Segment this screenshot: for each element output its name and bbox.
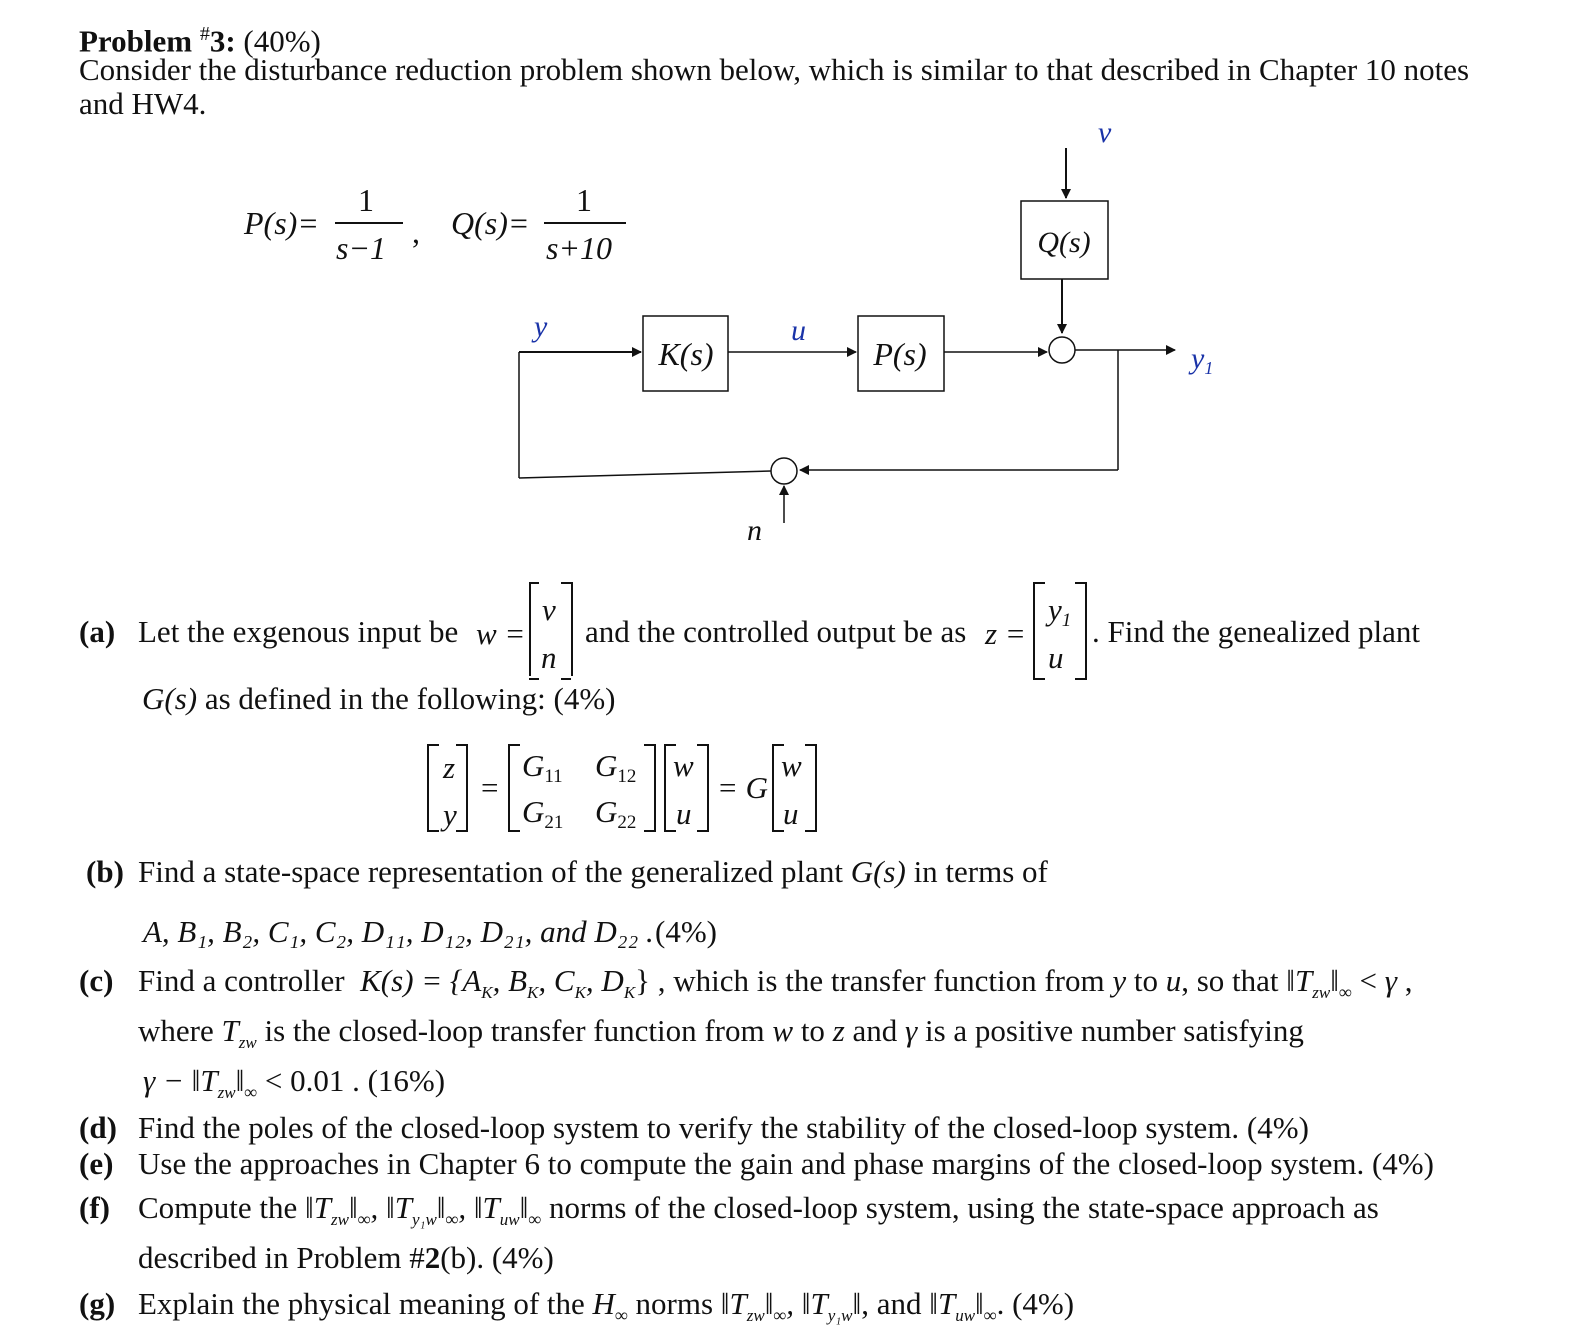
block-diagram	[0, 0, 1570, 560]
g12-base: G	[595, 748, 618, 783]
part-f-text2: norms of the closed-loop system, using the state-space approach as	[548, 1190, 1379, 1225]
part-f-line2-a: described in Problem #	[138, 1240, 425, 1275]
g21	[522, 794, 563, 841]
output-sum-junction	[1049, 337, 1075, 363]
problem-label: Problem	[79, 23, 200, 59]
g11	[522, 748, 563, 795]
q-lhs: Q(s)=	[451, 205, 530, 241]
eq-vec-w: w	[673, 748, 694, 783]
part-f-text1: Compute the	[138, 1190, 298, 1225]
part-c-line2-b: is the closed-loop transfer function from	[264, 1013, 765, 1048]
part-b-list: A, B₁, B₂, C₁, C₂, D₁₁, D₁₂, D₂₁, and D₂₂ .	[143, 914, 654, 949]
part-g-line: Explain the physical meaning of the $H_\infty$ norms $‖T_{zw}‖_\infty$, $‖T_{y_1w}‖$, and $‖T_{uw}‖_\infty$. (4%)	[138, 1286, 1075, 1325]
z-vector-bracket-left	[1033, 582, 1045, 680]
q-block-label: Q(s)	[1037, 226, 1091, 259]
eq-z: z	[443, 750, 456, 785]
part-a-text1: Let the exgenous input be	[138, 614, 459, 649]
eq-vec-u: u	[676, 796, 692, 831]
eq-lhs-bracket-left	[427, 744, 439, 832]
part-b-text1: Find a state-space representation of the generalized plant	[138, 854, 843, 889]
w-vector-bottom: n	[541, 640, 557, 675]
p-block-label: P(s)	[873, 336, 927, 372]
g-matrix-bracket-left	[508, 744, 520, 832]
intro-line-1: Consider the disturbance reduction problem shown below, which is similar to that described in Chapter 10 notes	[79, 52, 1470, 87]
part-c-text2: , which is the transfer function from	[657, 963, 1105, 998]
part-d-label: (d)	[79, 1110, 117, 1145]
problem-number: 3:	[209, 23, 236, 59]
v-label: v	[1098, 116, 1112, 149]
part-e-label: (e)	[79, 1146, 114, 1181]
w-vector-top: v	[542, 592, 556, 627]
g21-sub: 21	[544, 812, 564, 833]
part-c-line2-c: to	[800, 1013, 825, 1048]
eq-sign: =	[481, 770, 499, 805]
part-c-text1: Find a controller	[138, 963, 345, 998]
part-f-line1: Compute the $‖T_{zw}‖_\infty$, $‖T_{y_1w}‖_\infty$, $‖T_{uw}‖_\infty$ norms of the closed-loop system, using the state-space approach as	[138, 1190, 1379, 1229]
g12	[595, 748, 636, 795]
eq-y: y	[443, 797, 457, 832]
g12-sub: 12	[617, 766, 637, 787]
part-f-line2	[138, 1240, 554, 1276]
wu2-vector-bracket-right	[805, 744, 817, 832]
problem-hash: #	[199, 23, 210, 45]
z-vector-top-sub: 1	[1061, 610, 1072, 631]
part-c-line2-d: and	[852, 1013, 898, 1048]
part-g-label: (g)	[79, 1286, 116, 1321]
part-b-line1	[138, 854, 1048, 890]
part-c-line2-a: where	[138, 1013, 214, 1048]
p-lhs: P(s)=	[244, 205, 319, 241]
part-c-label: (c)	[79, 963, 114, 998]
u-label: u	[791, 314, 806, 347]
noise-sum-junction	[771, 458, 797, 484]
part-f-label: (f)	[79, 1190, 110, 1225]
z-vector-top	[1048, 592, 1071, 639]
eq-equals-g: = G	[717, 770, 769, 805]
intro-line-2: and HW4.	[79, 86, 207, 121]
eq-vec2-u: u	[783, 796, 799, 831]
p-numerator: 1	[358, 182, 374, 218]
part-a-g: G(s)	[142, 681, 198, 716]
part-c-line3-text: < 0.01 .	[264, 1063, 360, 1098]
part-a-line2-text: as defined in the following: (4%)	[204, 681, 616, 716]
w-vector-bracket-right	[561, 582, 571, 680]
w-vector-bracket-left	[529, 582, 539, 680]
g22-sub: 22	[617, 812, 637, 833]
part-a-text3: . Find the genealized plant	[1092, 614, 1420, 649]
n-label: n	[747, 514, 762, 547]
part-a-w-eq: w =	[476, 616, 526, 651]
p-denominator: s−1	[336, 230, 387, 266]
part-e-text: Use the approaches in Chapter 6 to compute the gain and phase margins of the closed-loop system. (4%)	[138, 1146, 1434, 1181]
y1-label	[1188, 342, 1213, 378]
part-g-text2: norms	[635, 1286, 714, 1321]
k-block-label: K(s)	[658, 336, 714, 372]
g22-base: G	[595, 794, 618, 829]
part-g-weight: . (4%)	[996, 1286, 1075, 1321]
part-f-line2-c: (b). (4%)	[440, 1240, 554, 1275]
g-matrix-bracket-right	[644, 744, 656, 832]
part-c-k-def: K(s) = {A	[360, 963, 482, 998]
g21-base: G	[522, 794, 545, 829]
y1-label-base: y	[1191, 342, 1205, 375]
part-a-z-eq: z =	[985, 616, 1026, 651]
part-b-label: (b)	[86, 854, 124, 889]
part-b-g: G(s)	[850, 854, 906, 889]
g11-sub: 11	[544, 766, 563, 787]
q-denominator: s+10	[546, 230, 613, 266]
part-a-label: (a)	[79, 614, 116, 649]
g22	[595, 794, 636, 841]
part-c-line3: $\gamma - ‖T_{zw}‖_\infty < 0.01$ . (16%)	[143, 1063, 446, 1102]
part-c-weight: (16%)	[367, 1063, 446, 1098]
part-c-line2: where $T_{zw}$ is the closed-loop transfer function from w to z and γ is a positive number satisfying	[138, 1013, 1304, 1052]
z-vector-bottom: u	[1048, 640, 1064, 675]
part-c-line2-e: is a positive number satisfying	[925, 1013, 1304, 1048]
part-b-weight: (4%)	[655, 914, 717, 949]
part-a-line2	[142, 681, 616, 717]
eq-lhs-bracket-right	[456, 744, 468, 832]
g11-base: G	[522, 748, 545, 783]
part-g-and: , and	[861, 1286, 922, 1321]
part-a-text2: and the controlled output be as	[585, 614, 967, 649]
part-g-text1: Explain the physical meaning of the	[138, 1286, 585, 1321]
p-separator: ,	[412, 214, 420, 250]
wu-vector-bracket-right	[697, 744, 709, 832]
part-f-line2-b: 2	[424, 1240, 441, 1275]
part-c-text3: to	[1133, 963, 1158, 998]
part-c-line1: Find a controller $K(s) = \{A_K$, $B_K$, $C_K$, $D_K$} , which is the transfer function from y to u, so that $‖T_{zw}‖_\infty < \gamma$ ,	[138, 963, 1413, 1002]
z-vector-top-base: y	[1048, 592, 1062, 627]
eq-vec2-w: w	[781, 748, 802, 783]
part-b-text2: in terms of	[913, 854, 1048, 889]
part-c-text4: , so that	[1181, 963, 1279, 998]
q-numerator: 1	[576, 182, 592, 218]
y1-label-sub: 1	[1204, 358, 1214, 378]
z-vector-bracket-right	[1075, 582, 1087, 680]
feedback-bottom-left	[519, 471, 771, 478]
problem-weight: (40%)	[243, 23, 321, 59]
part-d-text: Find the poles of the closed-loop system to verify the stability of the closed-loop system. (4%)	[138, 1110, 1309, 1145]
y-label: y	[534, 310, 548, 343]
part-g-h: H	[592, 1286, 615, 1321]
